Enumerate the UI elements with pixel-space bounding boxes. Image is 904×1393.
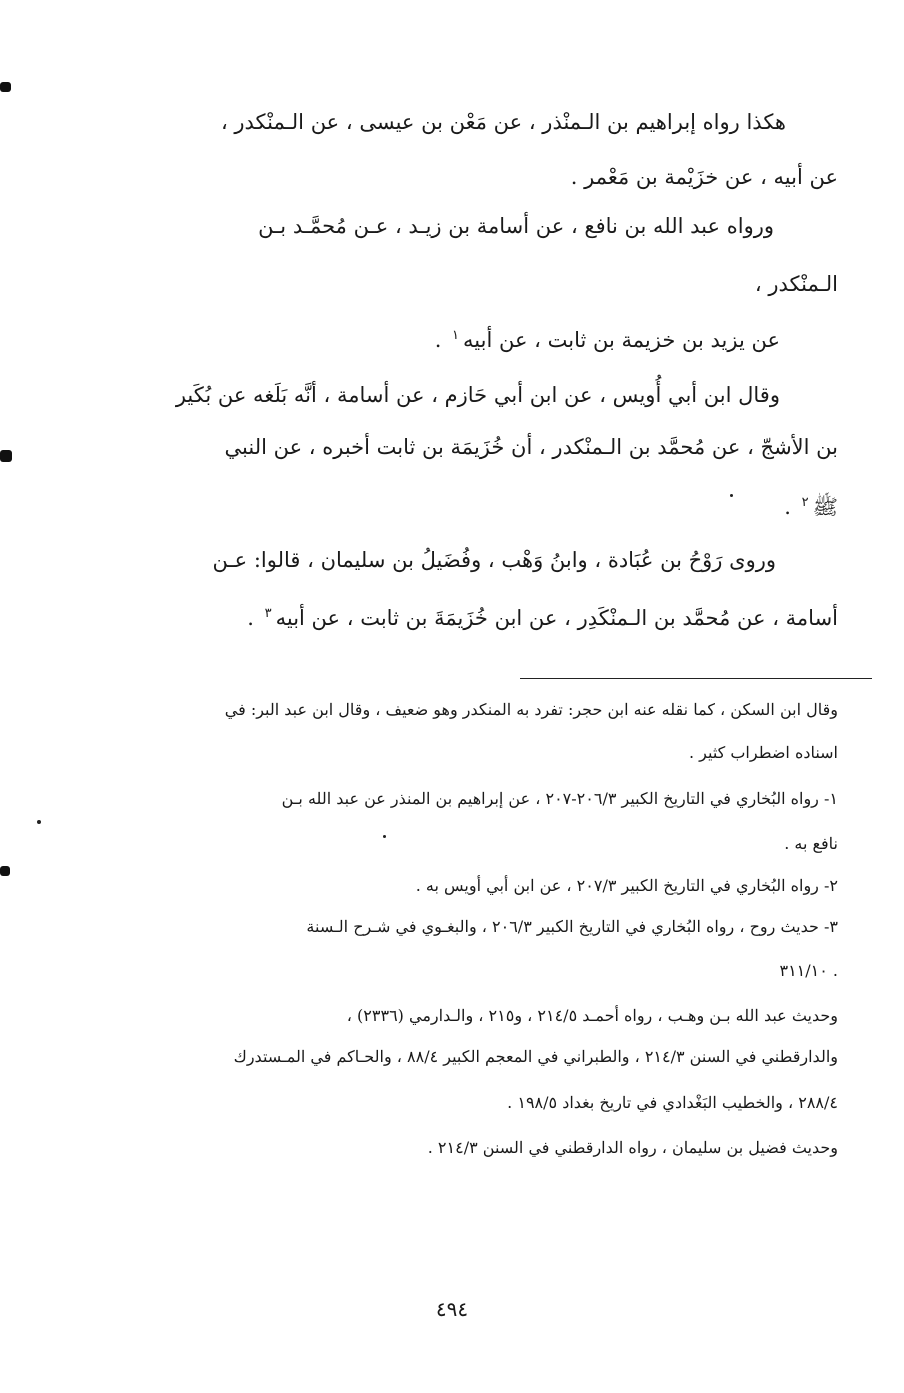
footnote-line-9: والدارقطني في السنن ٢١٤/٣ ، والطبراني في المعجم الكبير ٨٨/٤ ، والحـاكم في المـستدرك bbox=[233, 1047, 838, 1066]
scan-edge-mark bbox=[0, 866, 10, 876]
scan-dot bbox=[730, 494, 733, 497]
main-line-4: الـمنْكدر ، bbox=[754, 272, 838, 296]
footnote-ref-1: ١ bbox=[452, 328, 460, 343]
main-line-2: عن أبيه ، عن خزَيْمة بن مَعْمر . bbox=[570, 165, 838, 189]
footnote-line-8: وحديث عبد الله بـن وهـب ، رواه أحمـد ٢١٤/٥ ، و٢١٥ ، والـدارمي (٢٣٣٦) ، bbox=[346, 1006, 838, 1025]
main-line-5 bbox=[435, 328, 780, 352]
scan-edge-mark bbox=[0, 82, 11, 92]
main-line-9: وروى رَوْحُ بن عُبَادة ، وابنُ وَهْب ، وفُضَيلُ بن سليمان ، قالوا: عـن bbox=[212, 548, 776, 572]
footnote-line-6: ٣- حديث روح ، رواه البُخاري في التاريخ الكبير ٢٠٦/٣ ، والبغـوي في شـرح الـسنة bbox=[306, 917, 838, 936]
footnote-ref-2: ٢ bbox=[801, 495, 809, 510]
scan-dot bbox=[383, 835, 386, 838]
footnote-line-10: ٢٨٨/٤ ، والخطيب البَغْدادي في تاريخ بغداد ١٩٨/٥ . bbox=[507, 1093, 838, 1112]
main-line-3: ورواه عبد الله بن نافع ، عن أسامة بن زيـد ، عـن مُحمَّـد بـن bbox=[258, 214, 774, 238]
footnote-line-2: اسناده اضطراب كثير . bbox=[689, 743, 838, 762]
main-line-5-text: عن يزيد بن خزيمة بن ثابت ، عن أبيه bbox=[463, 328, 780, 352]
prophet-honorific-glyph: ﷺ bbox=[812, 495, 838, 519]
main-line-5-end: . bbox=[434, 328, 449, 352]
footnote-line-1: وقال ابن السكن ، كما نقله عنه ابن حجر: تفرد به المنكدر وهو ضعيف ، وقال ابن عبد البر: في bbox=[224, 700, 838, 719]
footnote-line-7: ٣١١/١٠ . bbox=[779, 961, 838, 980]
main-line-10-end: . bbox=[247, 606, 261, 630]
main-line-6: وقال ابن أبي أُويس ، عن ابن أبي حَازم ، عن أسامة ، أنَّه بَلَغه عن بُكَير bbox=[175, 383, 780, 407]
footnote-line-3: ١- رواه البُخاري في التاريخ الكبير ٢٠٦/٣-٢٠٧ ، عن إبراهيم بن المنذر عن عبد الله بـن bbox=[281, 789, 838, 808]
scan-edge-mark bbox=[0, 450, 12, 462]
main-line-10-text: أسامة ، عن مُحمَّد بن الـمنْكَدِر ، عن ابن خُزَيمَةَ بن ثابت ، عن أبيه bbox=[275, 606, 838, 630]
main-line-8 bbox=[784, 494, 838, 525]
main-line-1: هكذا رواه إبراهيم بن الـمنْذر ، عن مَعْن بن عيسى ، عن الـمنْكدر ، bbox=[220, 110, 786, 134]
page-number: ٤٩٤ bbox=[435, 1297, 469, 1321]
scan-dot bbox=[37, 820, 41, 824]
main-line-8-end: . bbox=[784, 495, 798, 519]
main-line-7: بن الأشجّ ، عن مُحمَّد بن الـمنْكدر ، أن خُزَيمَة بن ثابت أخبره ، عن النبي bbox=[224, 435, 838, 459]
footnote-line-11: وحديث فضيل بن سليمان ، رواه الدارقطني في السنن ٢١٤/٣ . bbox=[427, 1138, 838, 1157]
footnote-line-5: ٢- رواه البُخاري في التاريخ الكبير ٢٠٧/٣ ، عن ابن أبي أويس به . bbox=[415, 876, 838, 895]
footnote-line-4: نافع به . bbox=[784, 834, 838, 853]
footnote-ref-3: ٣ bbox=[264, 606, 272, 621]
main-line-10 bbox=[247, 606, 838, 630]
footnote-separator bbox=[520, 678, 872, 679]
